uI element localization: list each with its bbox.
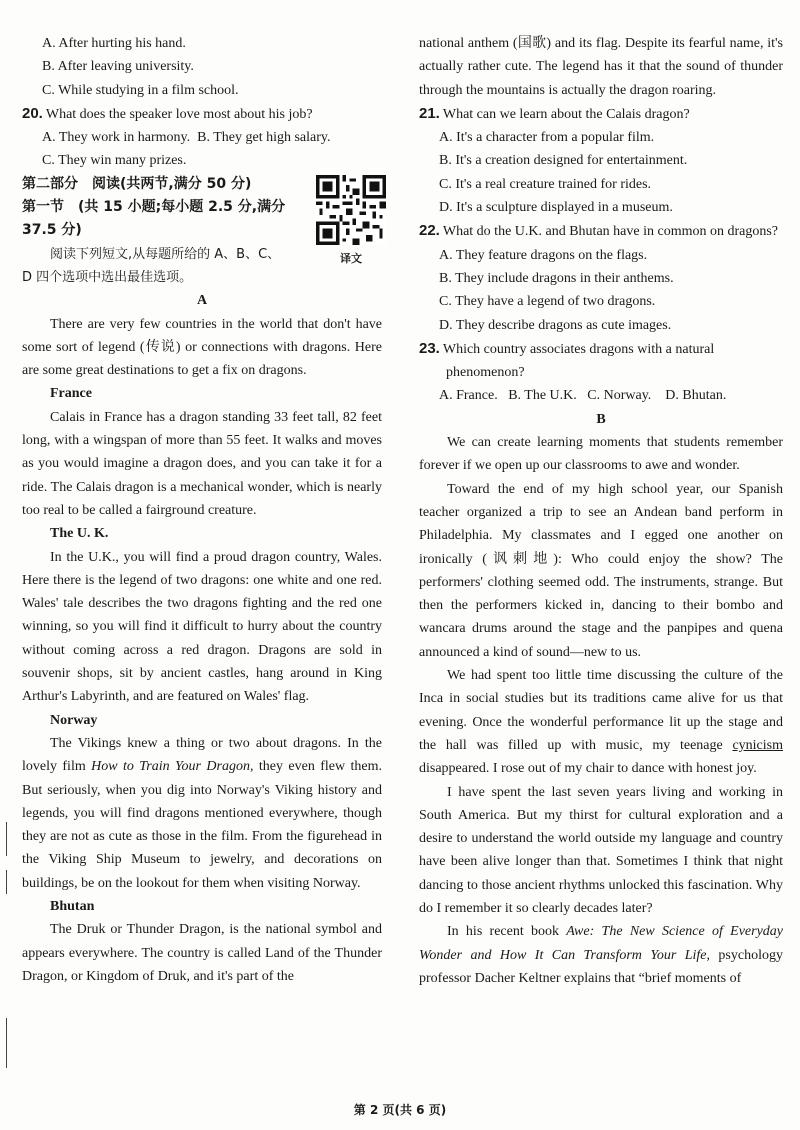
q19-option-c: C. While studying in a film school. — [42, 82, 239, 98]
page-footer: 第 2 页(共 6 页) — [353, 1103, 447, 1117]
norway-heading: Norway — [50, 712, 98, 728]
q22-number: 22. — [419, 222, 440, 240]
q20-option-c: C. They win many prizes. — [42, 153, 187, 169]
q23-number: 23. — [419, 339, 440, 357]
qr-label: 译文 — [340, 251, 362, 265]
left-column — [22, 32, 382, 988]
q22-text: What do the U.K. and Bhutan have in common on dragons? — [442, 224, 779, 240]
passage-b-label: B — [596, 411, 606, 427]
right-column — [419, 32, 783, 990]
b-p3-text-2: disappeared. I rose out of my chair to dance with honest joy. — [419, 761, 757, 777]
q23-text: Which country associates dragons with a natural phenomenon? — [442, 341, 715, 381]
passage-b-paragraph-3 — [419, 664, 783, 780]
q21-option-c: C. It's a real creature trained for rides. — [439, 176, 652, 192]
passage-a-intro: There are very few countries in the world that don't have some sort of legend (传说) or connections with dragons. Here are some great destinations to get a fix on dragons. — [22, 316, 382, 379]
norway-paragraph — [22, 732, 382, 895]
q22-option-c: C. They have a legend of two dragons. — [439, 294, 656, 310]
book-title: Awe: The New Science of Everyday Wonder and How It Can Transform Your Life — [419, 924, 783, 963]
q21-number: 21. — [419, 104, 440, 122]
norway-text-2: , they even flew them. But seriously, when you dig into Norway's Viking history and legends, you will find dragons mentioned everywhere, though they are not as cute as those in the film. From the figurehead in the Viking Ship Museum to jewelry, and decorations on buildings, be on the lookout for them when visiting Norway. — [22, 759, 382, 891]
uk-heading: The U. K. — [50, 526, 109, 542]
q20-text: What does the speaker love most about his job? — [45, 106, 313, 122]
norway-text-1: The Vikings knew a thing or two about dragons. In the lovely film — [22, 735, 382, 775]
q19-option-a: A. After hurting his hand. — [42, 36, 186, 51]
margin-line-1 — [6, 822, 7, 856]
uk-paragraph: In the U.K., you will find a proud dragon country, Wales. Here there is the legend of two dragons: one white and one red. Wales' tale describes the two dragons fighting and the red one winning, so you will find it difficult to hurry about the country without coming across a red dragon. Dragons are sold in souvenir shops, sit by ancient castles, hang around in King Arthur's Labyrinth, and are featured on Wales' flag. — [22, 549, 382, 705]
passage-b-paragraph-4: I have spent the last seven years living and working in South America. But my thirst for cultural exploration and a desire to understand the world outside my language and country have been alive longer than that. Sometimes I think that night dancing to those ancient rhythms unlocked this fascination. Why do I remember it so clearly decades later? — [419, 784, 783, 916]
b-p5-text-2: , psychology professor Dacher Keltner explains that “brief moments of — [419, 947, 783, 986]
france-paragraph: Calais in France has a dragon standing 33 feet tall, 82 feet long, with a wingspan of more than 55 feet. It walks and moves as you would imagine a dragon does, and you can take it for a ride. The Calais dragon is a mechanical wonder, which is nearly too real to be called a fairground creature. — [22, 409, 382, 518]
france-heading: France — [50, 386, 92, 402]
section1-title-cont: 37.5 分) — [22, 222, 82, 239]
q20-options-ab: A. They work in harmony. B. They get high salary. — [42, 130, 331, 146]
q20-number: 20. — [22, 104, 43, 122]
q21-text: What can we learn about the Calais dragon? — [442, 106, 690, 122]
q22-option-b: B. They include dragons in their anthems. — [439, 270, 674, 286]
q19-option-b: B. After leaving university. — [42, 59, 194, 75]
bhutan-heading: Bhutan — [50, 898, 95, 914]
bhutan-paragraph-cont: national anthem (国歌) and its flag. Despite its fearful name, it's actually rather cute. The legend has it that the sound of thunder through the mountains is actually the dragon roaring. — [419, 36, 783, 98]
qr-code-block[interactable] — [314, 175, 388, 270]
q23-stem — [419, 337, 783, 385]
b-p3-text-1: We had spent too little time discussing the culture of the Inca in social studies but its traditions came alive for us that evening. Once the wonderful performance lit up the stage and the hall was filled up with music, my teenage — [419, 668, 783, 753]
part2-title: 第二部分 阅读(共两节,满分 50 分) — [22, 175, 252, 192]
q22-option-d: D. They describe dragons as cute images. — [439, 317, 672, 333]
q21-stem — [419, 102, 783, 126]
margin-line-3 — [6, 1018, 7, 1068]
instructions-cont: D 四个选项中选出最佳选项。 — [22, 269, 193, 285]
passage-b-paragraph-1: We can create learning moments that students remember forever if we open up our classrooms to awe and wonder. — [419, 435, 783, 474]
passage-a-label: A — [196, 293, 208, 309]
q21-option-a: A. It's a character from a popular film. — [439, 130, 655, 146]
q22-option-a: A. They feature dragons on the flags. — [439, 247, 648, 263]
margin-line-2 — [6, 870, 7, 894]
film-title: How to Train Your Dragon — [91, 759, 250, 775]
passage-b-paragraph-5 — [419, 920, 783, 990]
q21-option-d: D. It's a sculpture displayed in a museum. — [439, 200, 673, 216]
passage-b-paragraph-2: Toward the end of my high school year, our Spanish teacher organized a trip to see an Andean band perform in Philadelphia. My classmates and I egged one another on ironically (讽刺地): Who could enjoy the show? The performers' clothing seemed odd. The instruments, strange. But then the performers kicked in, dancing to their bombo and wancara drums around the stage and the panpipes and quena announced a kind of sound—new to us. — [419, 481, 783, 660]
bhutan-paragraph: The Druk or Thunder Dragon, is the national symbol and appears everywhere. The country is called Land of the Thunder Dragon, or Kingdom of Druk, and it's part of the — [22, 922, 382, 984]
qr-code-icon[interactable] — [316, 175, 386, 245]
q21-option-b: B. It's a creation designed for entertainment. — [439, 153, 688, 169]
instructions: 阅读下列短文,从每题所给的 A、B、C、 — [50, 246, 281, 262]
b-p5-text-1: In his recent book — [447, 924, 567, 940]
reading-section-header — [22, 173, 382, 289]
q22-stem — [419, 219, 783, 243]
section1-title: 第一节 (共 15 小题;每小题 2.5 分,满分 — [22, 199, 286, 216]
underlined-word: cynicism — [732, 737, 783, 753]
q23-options: A. France. B. The U.K. C. Norway. D. Bhutan. — [439, 388, 727, 404]
q20-stem — [22, 102, 382, 126]
